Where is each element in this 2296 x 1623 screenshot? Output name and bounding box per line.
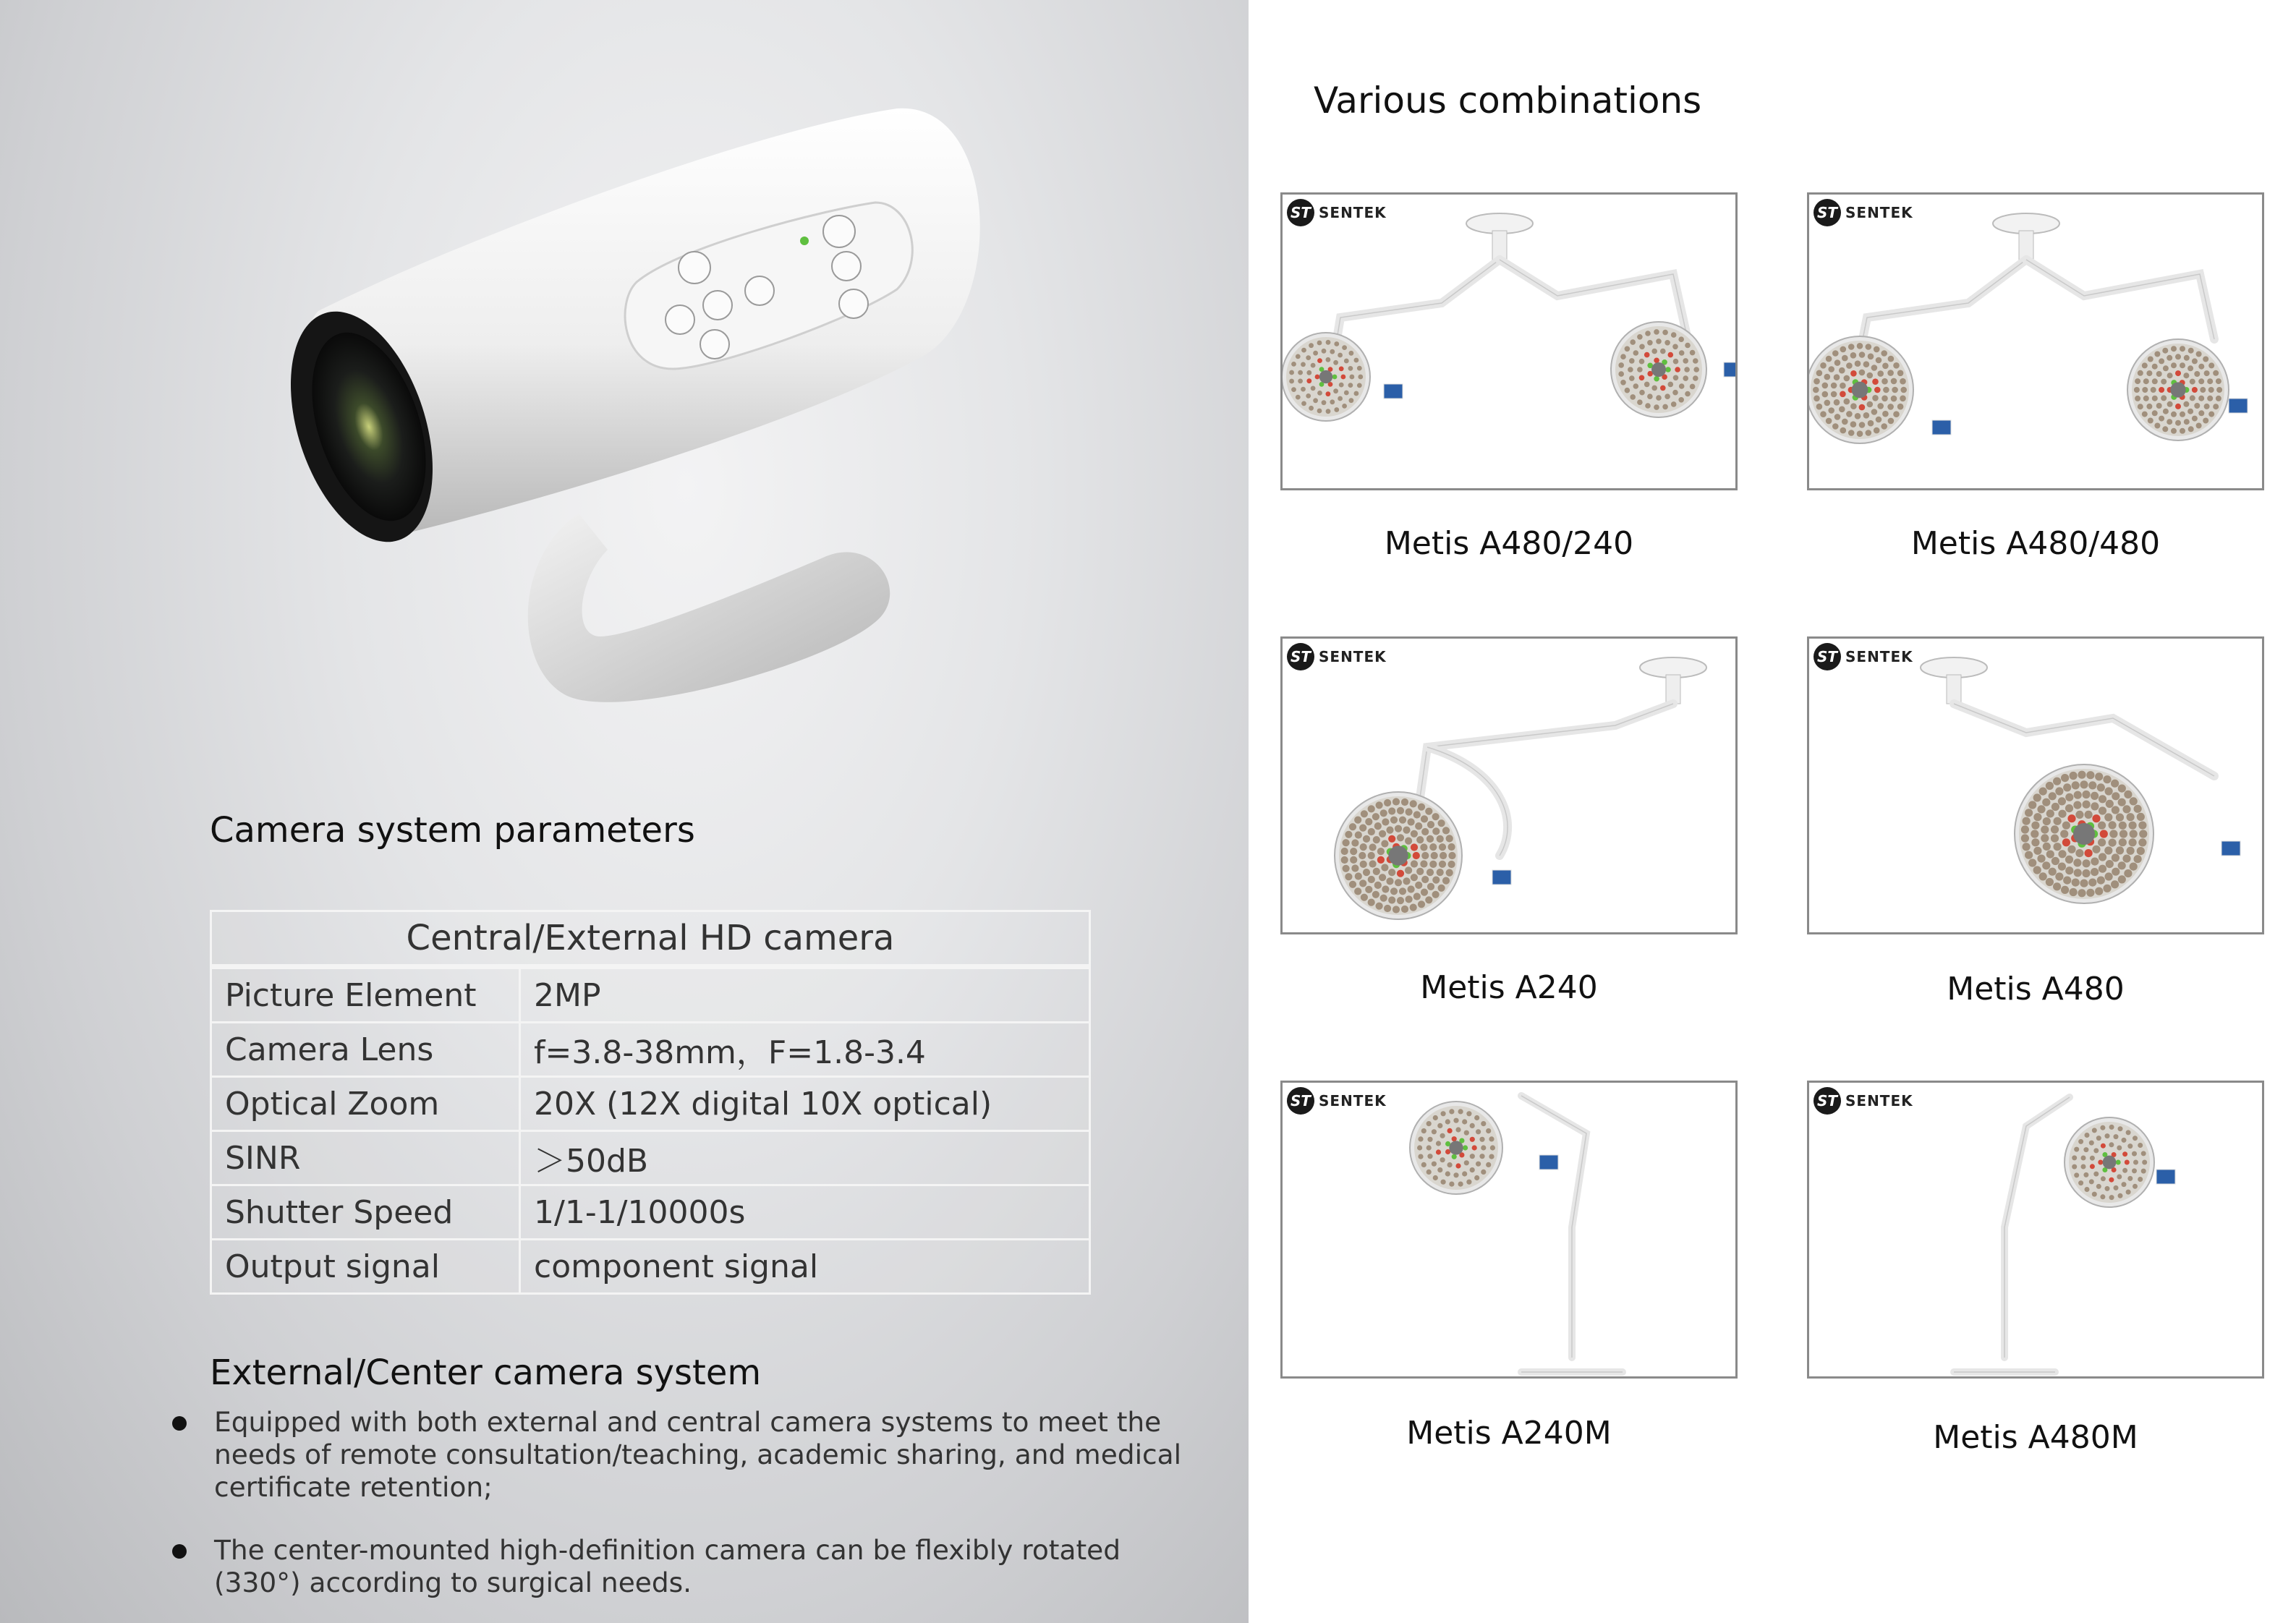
brand-logo <box>1814 199 1913 226</box>
sentek-logo-icon: ST <box>1287 643 1314 670</box>
brand-logo <box>1287 1087 1387 1115</box>
brand-logo <box>1814 1087 1913 1115</box>
product-card <box>1807 636 2264 1008</box>
param-value: component signal <box>520 1240 1090 1294</box>
brand-name: SENTEK <box>1319 204 1387 221</box>
sentek-logo-icon: ST <box>1287 199 1314 226</box>
product-image <box>1280 1081 1738 1379</box>
param-value: ＞50dB <box>520 1131 1090 1185</box>
table-row <box>211 1023 1090 1077</box>
product-card <box>1280 192 1738 562</box>
combinations-title: Various combinations <box>1314 80 1702 122</box>
brand-logo <box>1287 643 1387 670</box>
param-key: Output signal <box>211 1240 520 1294</box>
brand-name: SENTEK <box>1845 1092 1913 1109</box>
surgical-light-icon <box>1809 195 2262 488</box>
param-key: Optical Zoom <box>211 1077 520 1131</box>
surgical-light-icon <box>1283 1083 1735 1376</box>
table-row <box>211 967 1090 1023</box>
surgical-light-icon <box>1809 1083 2262 1376</box>
product-caption: Metis A480M <box>1933 1419 2138 1456</box>
table-header: Central/External HD camera <box>211 911 1090 967</box>
sentek-logo-icon: ST <box>1287 1087 1314 1115</box>
table-header-row <box>211 911 1090 967</box>
product-card <box>1807 192 2264 562</box>
sentek-logo-icon: ST <box>1814 1087 1841 1115</box>
product-card <box>1280 1081 1738 1452</box>
product-caption: Metis A240M <box>1406 1415 1612 1452</box>
product-image <box>1807 1081 2264 1379</box>
bullet-icon <box>172 1416 187 1431</box>
brand-name: SENTEK <box>1319 648 1387 665</box>
params-title: Camera system parameters <box>210 810 695 851</box>
table-row <box>211 1240 1090 1294</box>
table-row <box>211 1131 1090 1185</box>
surgical-light-icon <box>1283 639 1735 932</box>
param-key: SINR <box>211 1131 520 1185</box>
sentek-logo-icon: ST <box>1814 199 1841 226</box>
camera-params-table <box>210 910 1091 1295</box>
brand-logo <box>1814 643 1913 670</box>
param-value: 2MP <box>520 967 1090 1023</box>
product-caption: Metis A480 <box>1947 971 2125 1008</box>
sentek-logo-icon: ST <box>1814 643 1841 670</box>
list-item-text: Equipped with both external and central camera systems to meet the needs of remote consultation/teaching, academic sharing, and medical certificate retention; <box>214 1406 1182 1503</box>
list-item <box>166 1406 1208 1504</box>
brand-name: SENTEK <box>1845 648 1913 665</box>
brand-name: SENTEK <box>1845 204 1913 221</box>
brand-name: SENTEK <box>1319 1092 1387 1109</box>
param-key: Picture Element <box>211 967 520 1023</box>
product-image <box>1807 192 2264 490</box>
product-image <box>1280 636 1738 934</box>
table-row <box>211 1185 1090 1240</box>
bullet-icon <box>172 1544 187 1559</box>
param-value: f=3.8-38mm，F=1.8-3.4 <box>520 1023 1090 1077</box>
product-caption: Metis A480/240 <box>1384 525 1634 562</box>
surgical-light-icon <box>1283 195 1735 488</box>
system-title: External/Center camera system <box>210 1352 762 1393</box>
param-key: Shutter Speed <box>211 1185 520 1240</box>
surgical-light-icon <box>1809 639 2262 932</box>
table-row <box>211 1077 1090 1131</box>
param-value: 20X (12X digital 10X optical) <box>520 1077 1090 1131</box>
product-card <box>1807 1081 2264 1456</box>
product-image <box>1280 192 1738 490</box>
product-caption: Metis A480/480 <box>1910 525 2161 562</box>
product-card <box>1280 636 1738 1006</box>
brand-logo <box>1287 199 1387 226</box>
product-image <box>1807 636 2264 934</box>
param-value: 1/1-1/10000s <box>520 1185 1090 1240</box>
product-caption: Metis A240 <box>1420 969 1598 1006</box>
ptz-camera-icon <box>275 87 1085 723</box>
feature-list <box>166 1406 1208 1623</box>
param-key: Camera Lens <box>211 1023 520 1077</box>
list-item-text: The center-mounted high-definition camera can be flexibly rotated (330°) according to surgical needs. <box>214 1534 1121 1598</box>
list-item <box>166 1534 1208 1599</box>
